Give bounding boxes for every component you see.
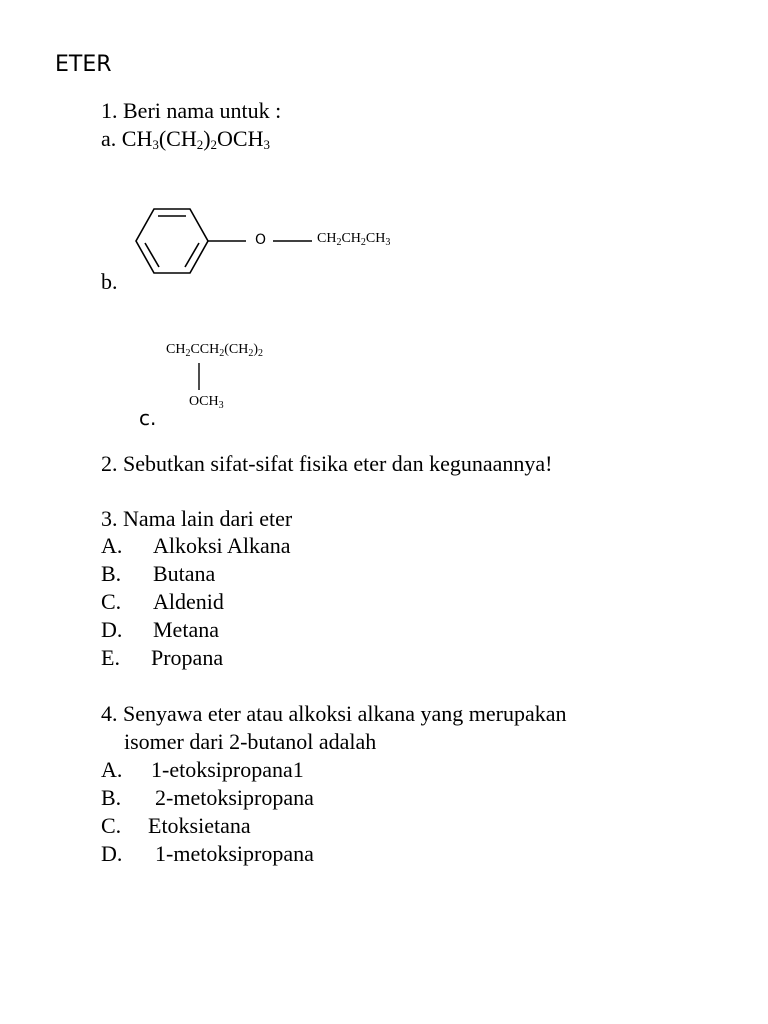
- q1-prompt: 1. Beri nama untuk :: [101, 98, 282, 123]
- q1-c-chain: $CH_2CCH_2(CH_2)_2$: [166, 342, 264, 359]
- benzene-ring: [136, 209, 208, 273]
- q4-option-b: B. 2-metoksipropana: [101, 785, 314, 810]
- q3-option-c: C. Aldenid: [101, 589, 224, 614]
- q1-a-formula: $CH_3(CH_2)_2OCH_3$: [121, 126, 270, 152]
- q1-b-chain: $CH_2CH_2CH_3$: [317, 231, 391, 248]
- q4-option-a: A. 1-etoksipropana1: [101, 757, 304, 782]
- q3-option-d: D. Metana: [101, 617, 219, 642]
- q4-option-d: D. 1-metoksipropana: [101, 841, 314, 866]
- page-title: ETER: [55, 52, 112, 77]
- q4-option-c: C. Etoksietana: [101, 813, 251, 838]
- q3-prompt: 3. Nama lain dari eter: [101, 506, 293, 531]
- q4-prompt-line2: isomer dari 2-butanol adalah: [124, 729, 377, 754]
- q1-c-branch: $OCH_3$: [189, 394, 224, 411]
- q1-a-label: a.: [101, 126, 117, 151]
- q1-b-oxygen: O: [255, 232, 267, 248]
- q3-option-e: E. Propana: [101, 645, 224, 670]
- q3-option-a: A. Alkoksi Alkana: [101, 533, 291, 558]
- q1-b-label: b.: [101, 269, 118, 294]
- q3-option-b: B. Butana: [101, 561, 216, 586]
- q4-prompt-line1: 4. Senyawa eter atau alkoksi alkana yang merupakan: [101, 701, 567, 726]
- q2-text: 2. Sebutkan sifat-sifat fisika eter dan kegunaannya!: [101, 451, 553, 476]
- q1-c-label: c.: [139, 406, 157, 430]
